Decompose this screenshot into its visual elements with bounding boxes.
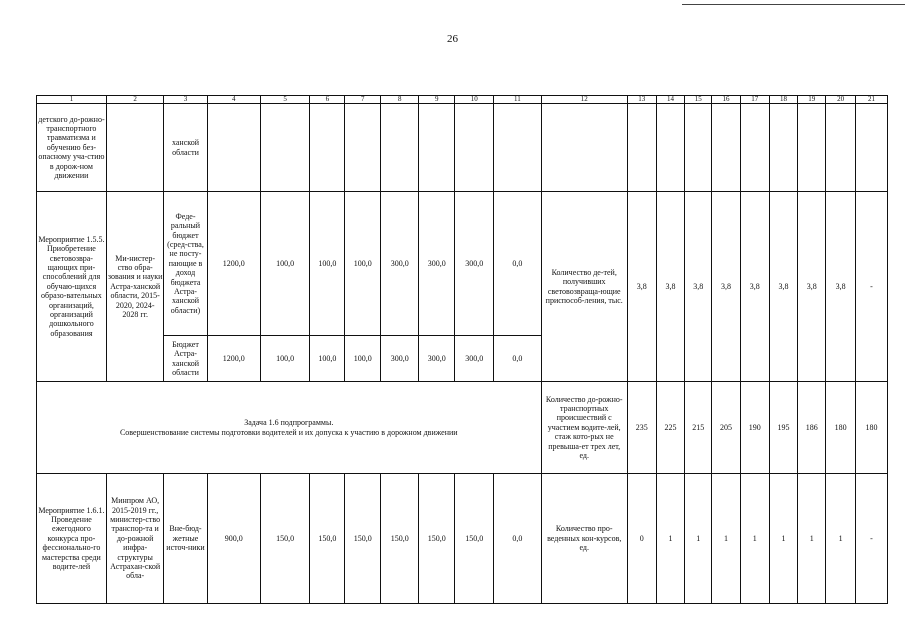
header-cell: 15: [685, 96, 712, 104]
target-cell: 1: [656, 474, 685, 604]
value-cell: 100,0: [310, 336, 345, 382]
header-row: [37, 96, 888, 104]
target-cell: 215: [685, 382, 712, 474]
header-cell: 18: [769, 96, 798, 104]
source-cell: ханской области: [164, 104, 207, 192]
value-cell: 100,0: [261, 192, 310, 336]
table-row: [37, 382, 888, 474]
header-cell: 16: [712, 96, 741, 104]
empty-cell: [106, 104, 164, 192]
target-cell: 3,8: [685, 192, 712, 382]
empty-cell: [455, 104, 494, 192]
value-cell: 100,0: [261, 336, 310, 382]
target-cell: 235: [627, 382, 656, 474]
target-cell: 186: [798, 382, 826, 474]
empty-cell: [345, 104, 381, 192]
indicator-cell: Количество про-веденных кон-курсов, ед.: [541, 474, 627, 604]
target-cell: 3,8: [740, 192, 769, 382]
target-cell: -: [855, 474, 887, 604]
header-cell: 2: [106, 96, 164, 104]
target-cell: 205: [712, 382, 741, 474]
header-cell: 11: [494, 96, 541, 104]
header-cell: 20: [826, 96, 856, 104]
value-cell: 1200,0: [207, 192, 260, 336]
empty-cell: [826, 104, 856, 192]
value-cell: 100,0: [310, 192, 345, 336]
table-row: [37, 104, 888, 192]
target-cell: 1: [712, 474, 741, 604]
empty-cell: [261, 104, 310, 192]
task-heading-cell: [37, 382, 542, 474]
executor-cell: Ми-нистер-ство обра-зования и науки Астра-ханской области, 2015-2020, 2024-2028 гг.: [106, 192, 164, 382]
value-cell: 900,0: [207, 474, 260, 604]
target-cell: 3,8: [798, 192, 826, 382]
target-cell: 3,8: [627, 192, 656, 382]
value-cell: 150,0: [310, 474, 345, 604]
empty-cell: [685, 104, 712, 192]
header-cell: 1: [37, 96, 107, 104]
table-row: [37, 192, 888, 336]
empty-cell: [656, 104, 685, 192]
executor-cell: Минпром АО, 2015-2019 гг., министер-ство транспор-та и до-рожной инфра-структуры Астрахан-ской обла-: [106, 474, 164, 604]
source-cell: Феде-ральный бюджет (сред-ства, не посту-пающие в доход бюджета Астра-ханской области): [164, 192, 207, 336]
measure-cell: Мероприятие 1.5.5. Приобретение световозвра-щающих при-способлений для обучаю-щихся образо-вательных организаций, организаций дошкольного образования: [37, 192, 107, 382]
target-cell: 1: [740, 474, 769, 604]
value-cell: 150,0: [455, 474, 494, 604]
source-cell: Вне-бюд-жетные источ-ники: [164, 474, 207, 604]
header-cell: 19: [798, 96, 826, 104]
task-title: Задача 1.6 подпрограммы.: [244, 418, 334, 428]
target-cell: 3,8: [826, 192, 856, 382]
empty-cell: [855, 104, 887, 192]
target-cell: 3,8: [656, 192, 685, 382]
value-cell: 300,0: [419, 336, 455, 382]
indicator-cell: Количество до-рожно-транспортных происшествий с участием водите-лей, стаж кото-рых не превыша-ет трех лет, ед.: [541, 382, 627, 474]
target-cell: 0: [627, 474, 656, 604]
header-cell: 12: [541, 96, 627, 104]
empty-cell: [740, 104, 769, 192]
empty-cell: [541, 104, 627, 192]
target-cell: 180: [826, 382, 856, 474]
value-cell: 100,0: [345, 336, 381, 382]
source-cell: Бюджет Астра-ханской области: [164, 336, 207, 382]
empty-cell: [419, 104, 455, 192]
header-cell: 13: [627, 96, 656, 104]
value-cell: 150,0: [381, 474, 419, 604]
header-cell: 7: [345, 96, 381, 104]
value-cell: 300,0: [381, 336, 419, 382]
header-cell: 8: [381, 96, 419, 104]
target-cell: 225: [656, 382, 685, 474]
empty-cell: [494, 104, 541, 192]
value-cell: 1200,0: [207, 336, 260, 382]
value-cell: 300,0: [455, 192, 494, 336]
value-cell: 150,0: [261, 474, 310, 604]
target-cell: 1: [769, 474, 798, 604]
empty-cell: [381, 104, 419, 192]
target-cell: 180: [855, 382, 887, 474]
measure-cell: Мероприятие 1.6.1. Проведение ежегодного конкурса про-фессионально-го мастерства среди водите-лей: [37, 474, 107, 604]
target-cell: 195: [769, 382, 798, 474]
indicator-cell: Количество де-тей, получивших световозвраща-ющие приспособ-ления, тыс.: [541, 192, 627, 382]
empty-cell: [712, 104, 741, 192]
empty-cell: [627, 104, 656, 192]
page-number: 26: [447, 33, 458, 45]
target-cell: -: [855, 192, 887, 382]
header-cell: 21: [855, 96, 887, 104]
header-cell: 4: [207, 96, 260, 104]
header-cell: 3: [164, 96, 207, 104]
target-cell: 3,8: [712, 192, 741, 382]
target-cell: 1: [826, 474, 856, 604]
task-description: Совершенствование системы подготовки водителей и их допуска к участию в дорожном движении: [119, 427, 458, 437]
empty-cell: [769, 104, 798, 192]
value-cell: 300,0: [419, 192, 455, 336]
header-cell: 17: [740, 96, 769, 104]
target-cell: 190: [740, 382, 769, 474]
program-table: [36, 95, 888, 604]
table-row: [37, 474, 888, 604]
empty-cell: [310, 104, 345, 192]
target-cell: 1: [798, 474, 826, 604]
header-cell: 9: [419, 96, 455, 104]
value-cell: 300,0: [381, 192, 419, 336]
header-cell: 10: [455, 96, 494, 104]
header-cell: 6: [310, 96, 345, 104]
header-cell: 14: [656, 96, 685, 104]
target-cell: 1: [685, 474, 712, 604]
value-cell: 0,0: [494, 336, 541, 382]
target-cell: 3,8: [769, 192, 798, 382]
value-cell: 0,0: [494, 192, 541, 336]
value-cell: 100,0: [345, 192, 381, 336]
value-cell: 150,0: [345, 474, 381, 604]
value-cell: 300,0: [455, 336, 494, 382]
top-rule: [682, 4, 905, 5]
measure-cell: детского до-рожно-транспортного травматизма и обучению без-опасному уча-стию в дорож-ном движении: [37, 104, 107, 192]
value-cell: 0,0: [494, 474, 541, 604]
value-cell: 150,0: [419, 474, 455, 604]
header-cell: 5: [261, 96, 310, 104]
empty-cell: [798, 104, 826, 192]
empty-cell: [207, 104, 260, 192]
